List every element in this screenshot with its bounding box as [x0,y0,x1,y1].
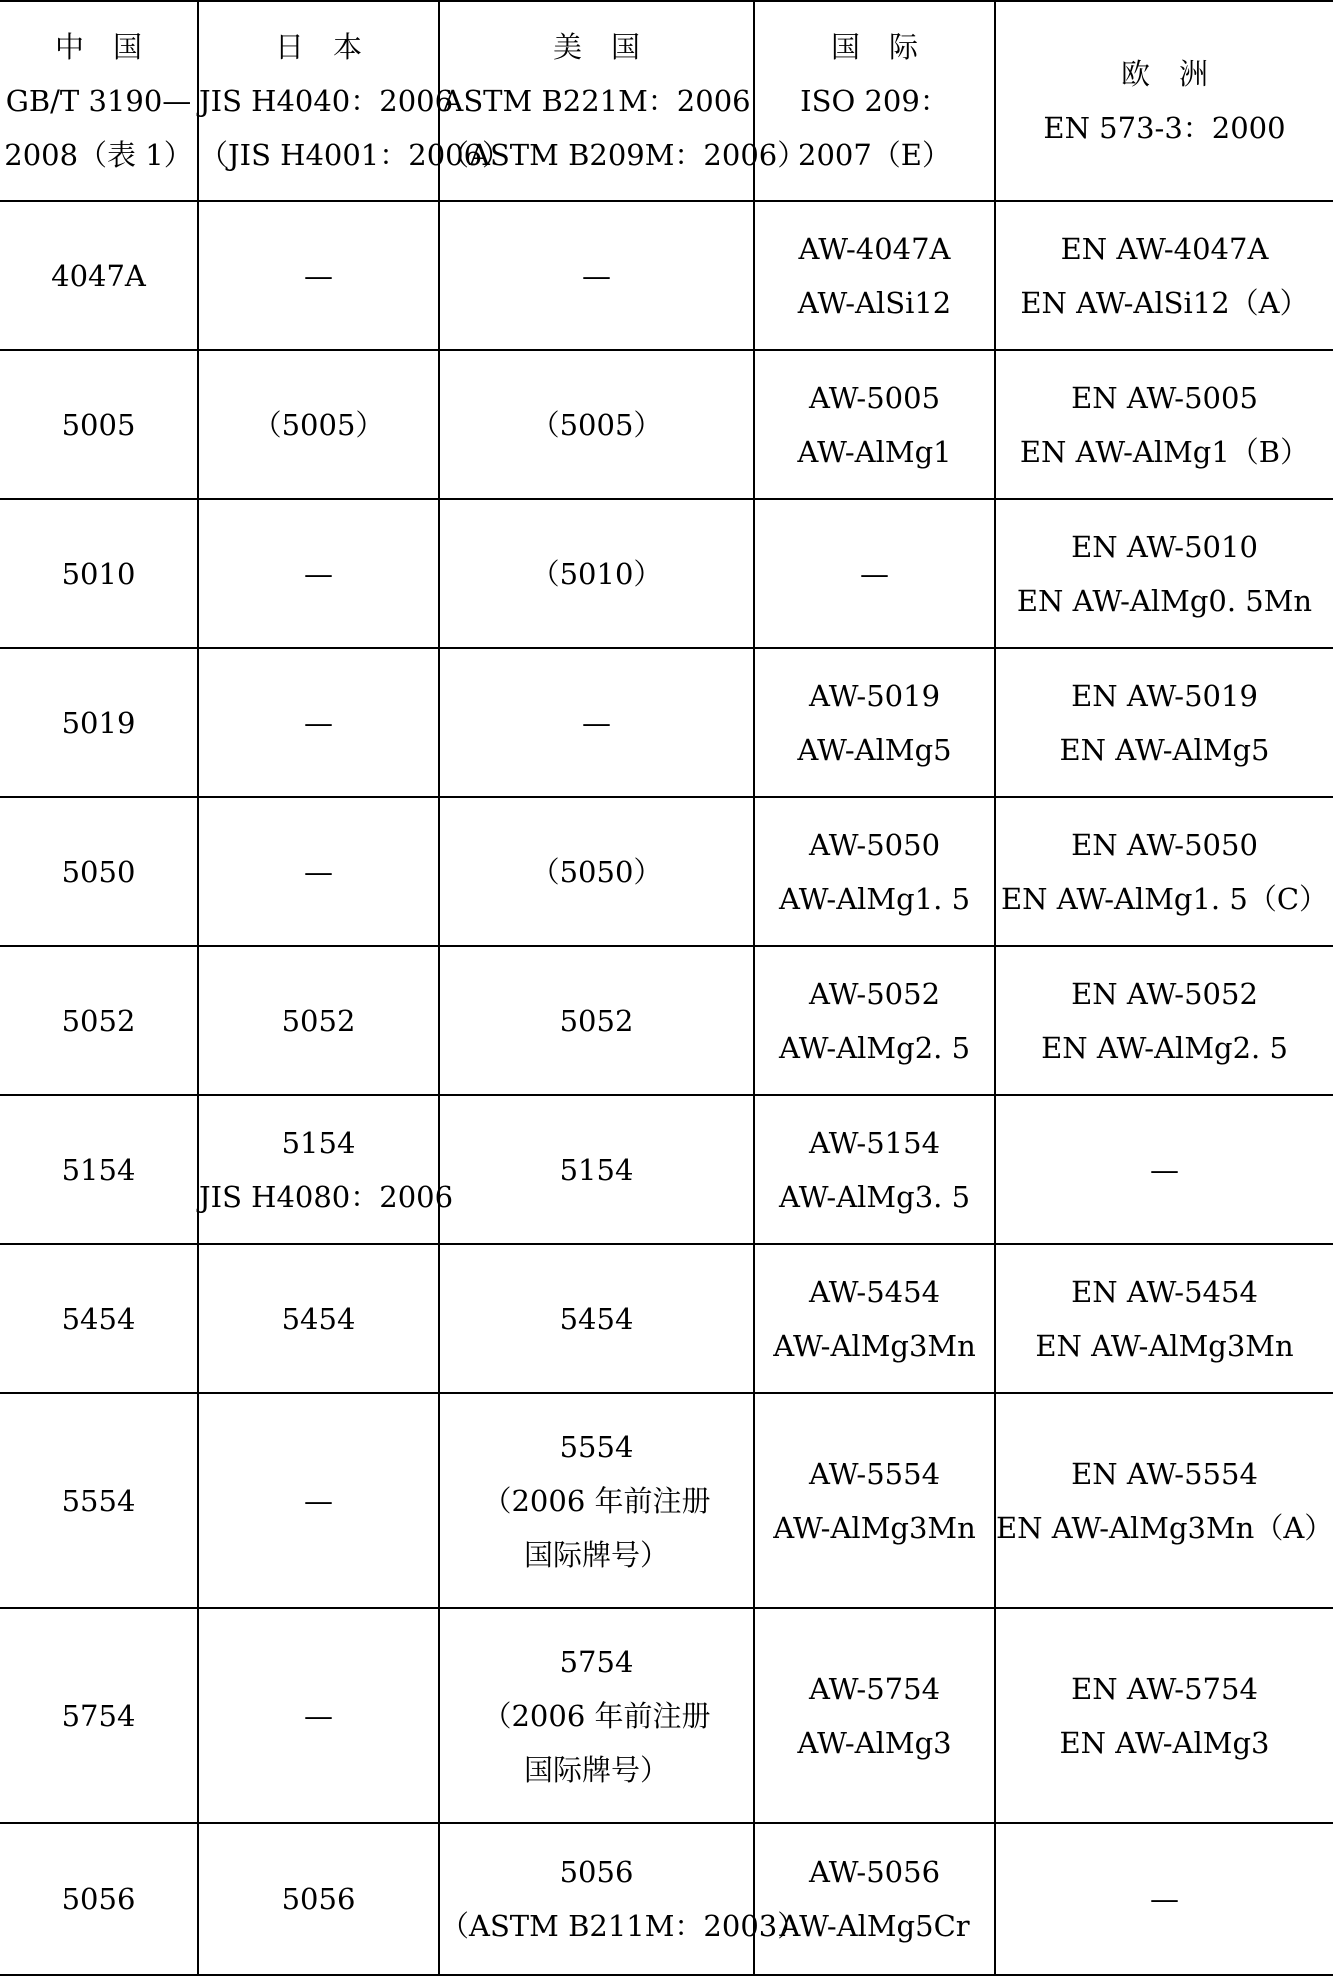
header-japan [198,1,512,201]
cell-line: （2006 年前注册 [482,1698,711,1733]
cell-line: 5454 [281,1301,356,1336]
cell-line: （5005） [530,407,663,442]
cell-line: — [860,556,889,591]
cell-usa [439,499,754,648]
cell-line: EN AW-AlMg3Mn [1035,1328,1294,1363]
cell-usa [439,1095,754,1244]
cell-china [0,946,198,1095]
cell-japan [198,1823,439,1975]
cell-line: （5005） [252,407,385,442]
cell-line: AW-AlSi12 [797,285,952,320]
cell-line: 5454 [61,1301,136,1336]
cell-line: EN AW-5010 [1071,529,1258,564]
cell-europe [995,946,1333,1095]
cell-europe [995,797,1333,946]
cell-europe [995,1393,1333,1608]
cell-usa [439,201,754,350]
cell-line: EN AW-5454 [1071,1274,1258,1309]
cell-line: EN AW-AlMg5 [1059,732,1270,767]
cell-line: AW-5754 [808,1671,941,1706]
table-row [0,201,1333,350]
cell-line: 5010 [61,556,136,591]
cell-china [0,1393,198,1608]
cell-line: — [1150,1882,1179,1916]
cell-japan [198,1095,454,1244]
cell-europe [995,350,1333,499]
cell-line: — [304,556,333,591]
cell-line: EN AW-5019 [1071,678,1258,713]
cell-europe [995,1244,1333,1393]
cell-line: EN AW-AlMg3 [1059,1725,1270,1760]
cell-line: 5052 [61,1003,136,1038]
cell-line: 5052 [559,1003,634,1038]
cell-line: EN AW-5050 [1071,827,1258,862]
cell-line: 5454 [559,1301,634,1336]
cell-japan [198,1244,439,1393]
header-line: 2007（E） [798,138,951,172]
cell-line: EN AW-AlSi12（A） [1020,285,1309,320]
cell-line: 5050 [61,854,136,889]
cell-line: （2006 年前注册 [482,1483,711,1518]
table-row [0,350,1333,499]
cell-line: AW-AlMg2. 5 [778,1030,971,1065]
header-line: 欧 洲 [1120,57,1208,91]
header-line: （ASTM B209M：2006） [440,138,807,172]
cell-line: AW-AlMg1. 5 [778,881,971,916]
cell-china [0,1244,198,1393]
cell-international [754,201,995,350]
cell-line: — [304,1483,333,1518]
header-line: EN 573-3：2000 [1043,111,1286,145]
cell-line: AW-5154 [808,1125,941,1160]
header-europe [995,1,1333,201]
table-row [0,499,1333,648]
cell-line: EN AW-5052 [1071,976,1258,1011]
cell-line: AW-5454 [808,1274,941,1309]
cell-line: AW-AlMg5Cr [779,1909,970,1943]
header-line: 中 国 [54,30,142,64]
table-row [0,1095,1333,1244]
cell-international [754,350,995,499]
cell-china [0,201,198,350]
cell-usa [439,1823,807,1975]
cell-international [754,1095,995,1244]
cell-line: — [304,1698,333,1733]
header-china [0,1,198,201]
cell-europe [995,648,1333,797]
cell-line: EN AW-5754 [1071,1671,1258,1706]
cell-line: EN AW-AlMg2. 5 [1041,1030,1288,1065]
cell-international [754,946,995,1095]
cell-line: — [304,854,333,889]
cell-line: EN AW-AlMg1. 5（C） [1000,881,1329,916]
cell-line: — [304,258,333,293]
cell-line: EN AW-5554 [1071,1456,1258,1491]
cell-line: 5019 [61,705,136,740]
cell-line: AW-5019 [808,678,941,713]
cell-japan [198,1608,439,1823]
cell-europe [995,201,1333,350]
table-row [0,1608,1333,1823]
header-usa [439,1,807,201]
header-line: 国 际 [830,30,918,64]
cell-usa [439,946,754,1095]
cell-china [0,797,198,946]
table-row [0,1244,1333,1393]
header-line: ISO 209： [800,84,949,118]
cell-china [0,1095,198,1244]
cell-line: （ASTM B211M：2003） [440,1909,807,1943]
cell-europe [995,499,1333,648]
cell-line: 国际牌号） [523,1752,669,1787]
cell-china [0,350,198,499]
cell-line: AW-AlMg3. 5 [778,1179,971,1214]
cell-europe [995,1095,1333,1244]
header-row [0,1,1333,201]
cell-line: AW-AlMg5 [797,732,952,767]
cell-international [754,648,995,797]
cell-usa [439,350,754,499]
cell-usa [439,1244,754,1393]
cell-usa [439,648,754,797]
cell-line: 5554 [61,1483,136,1518]
cell-japan [198,1393,439,1608]
cell-international [754,1393,995,1608]
cell-international [754,499,995,648]
cell-line: EN AW-AlMg1（B） [1019,434,1310,469]
cell-japan [198,201,439,350]
cell-line: — [304,705,333,740]
cell-japan [198,350,439,499]
cell-line: （5010） [530,556,663,591]
table-header [0,1,1333,201]
cell-japan [198,797,439,946]
cell-europe [995,1608,1333,1823]
cell-japan [198,946,439,1095]
cell-line: EN AW-4047A [1060,231,1269,266]
table-body [0,201,1333,1975]
cell-line: 5005 [61,407,136,442]
cell-line: AW-5056 [808,1855,941,1889]
cell-usa [439,797,754,946]
cell-line: AW-4047A [798,231,951,266]
cell-line: 国际牌号） [523,1537,669,1572]
cell-line: AW-AlMg3Mn [773,1510,976,1545]
cell-line: 5056 [559,1855,634,1889]
cell-usa [439,1608,754,1823]
cell-line: EN AW-AlMg3Mn（A） [996,1510,1333,1545]
cell-line: — [582,705,611,740]
header-line: ASTM B221M：2006 [442,84,751,118]
cell-international [754,1823,995,1975]
cell-line: JIS H4080：2006 [199,1179,454,1214]
cell-international [754,1608,995,1823]
cell-line: 5154 [281,1125,356,1160]
cell-line: — [1150,1152,1179,1187]
cell-line: 5056 [61,1882,136,1916]
cell-international [754,797,995,946]
cell-europe [995,1823,1333,1975]
cell-line: AW-AlMg3 [797,1725,952,1760]
cell-line: （5050） [530,854,663,889]
cell-usa [439,1393,754,1608]
cell-china [0,1823,198,1975]
header-line: JIS H4040：2006 [199,84,454,118]
cell-china [0,499,198,648]
cell-japan [198,648,439,797]
cell-line: — [582,258,611,293]
header-line: GB/T 3190— [5,84,192,118]
cell-line: 5154 [559,1152,634,1187]
cell-line: AW-5050 [808,827,941,862]
header-line: 日 本 [274,30,362,64]
cell-japan [198,499,439,648]
cell-line: AW-AlMg1 [797,434,952,469]
header-line: （JIS H4001：2006） [199,138,512,172]
table-row [0,946,1333,1095]
table-row [0,1823,1333,1975]
cell-line: 5052 [281,1003,356,1038]
table-row [0,797,1333,946]
cell-line: 4047A [51,258,146,293]
cell-line: AW-AlMg3Mn [773,1328,976,1363]
header-line: 美 国 [552,30,640,64]
table-row [0,1393,1333,1608]
cell-line: AW-5005 [808,380,941,415]
cell-line: 5754 [559,1644,634,1679]
cell-line: 5554 [559,1429,634,1464]
cell-line: 5754 [61,1698,136,1733]
header-line: 2008（表 1） [4,138,193,172]
cell-line: AW-5052 [808,976,941,1011]
cell-line: AW-5554 [808,1456,941,1491]
cell-line: 5154 [61,1152,136,1187]
cell-china [0,1608,198,1823]
cell-line: EN AW-5005 [1071,380,1258,415]
table-row [0,648,1333,797]
cell-china [0,648,198,797]
cell-line: 5056 [281,1882,356,1916]
cell-line: EN AW-AlMg0. 5Mn [1016,583,1313,618]
cell-international [754,1244,995,1393]
